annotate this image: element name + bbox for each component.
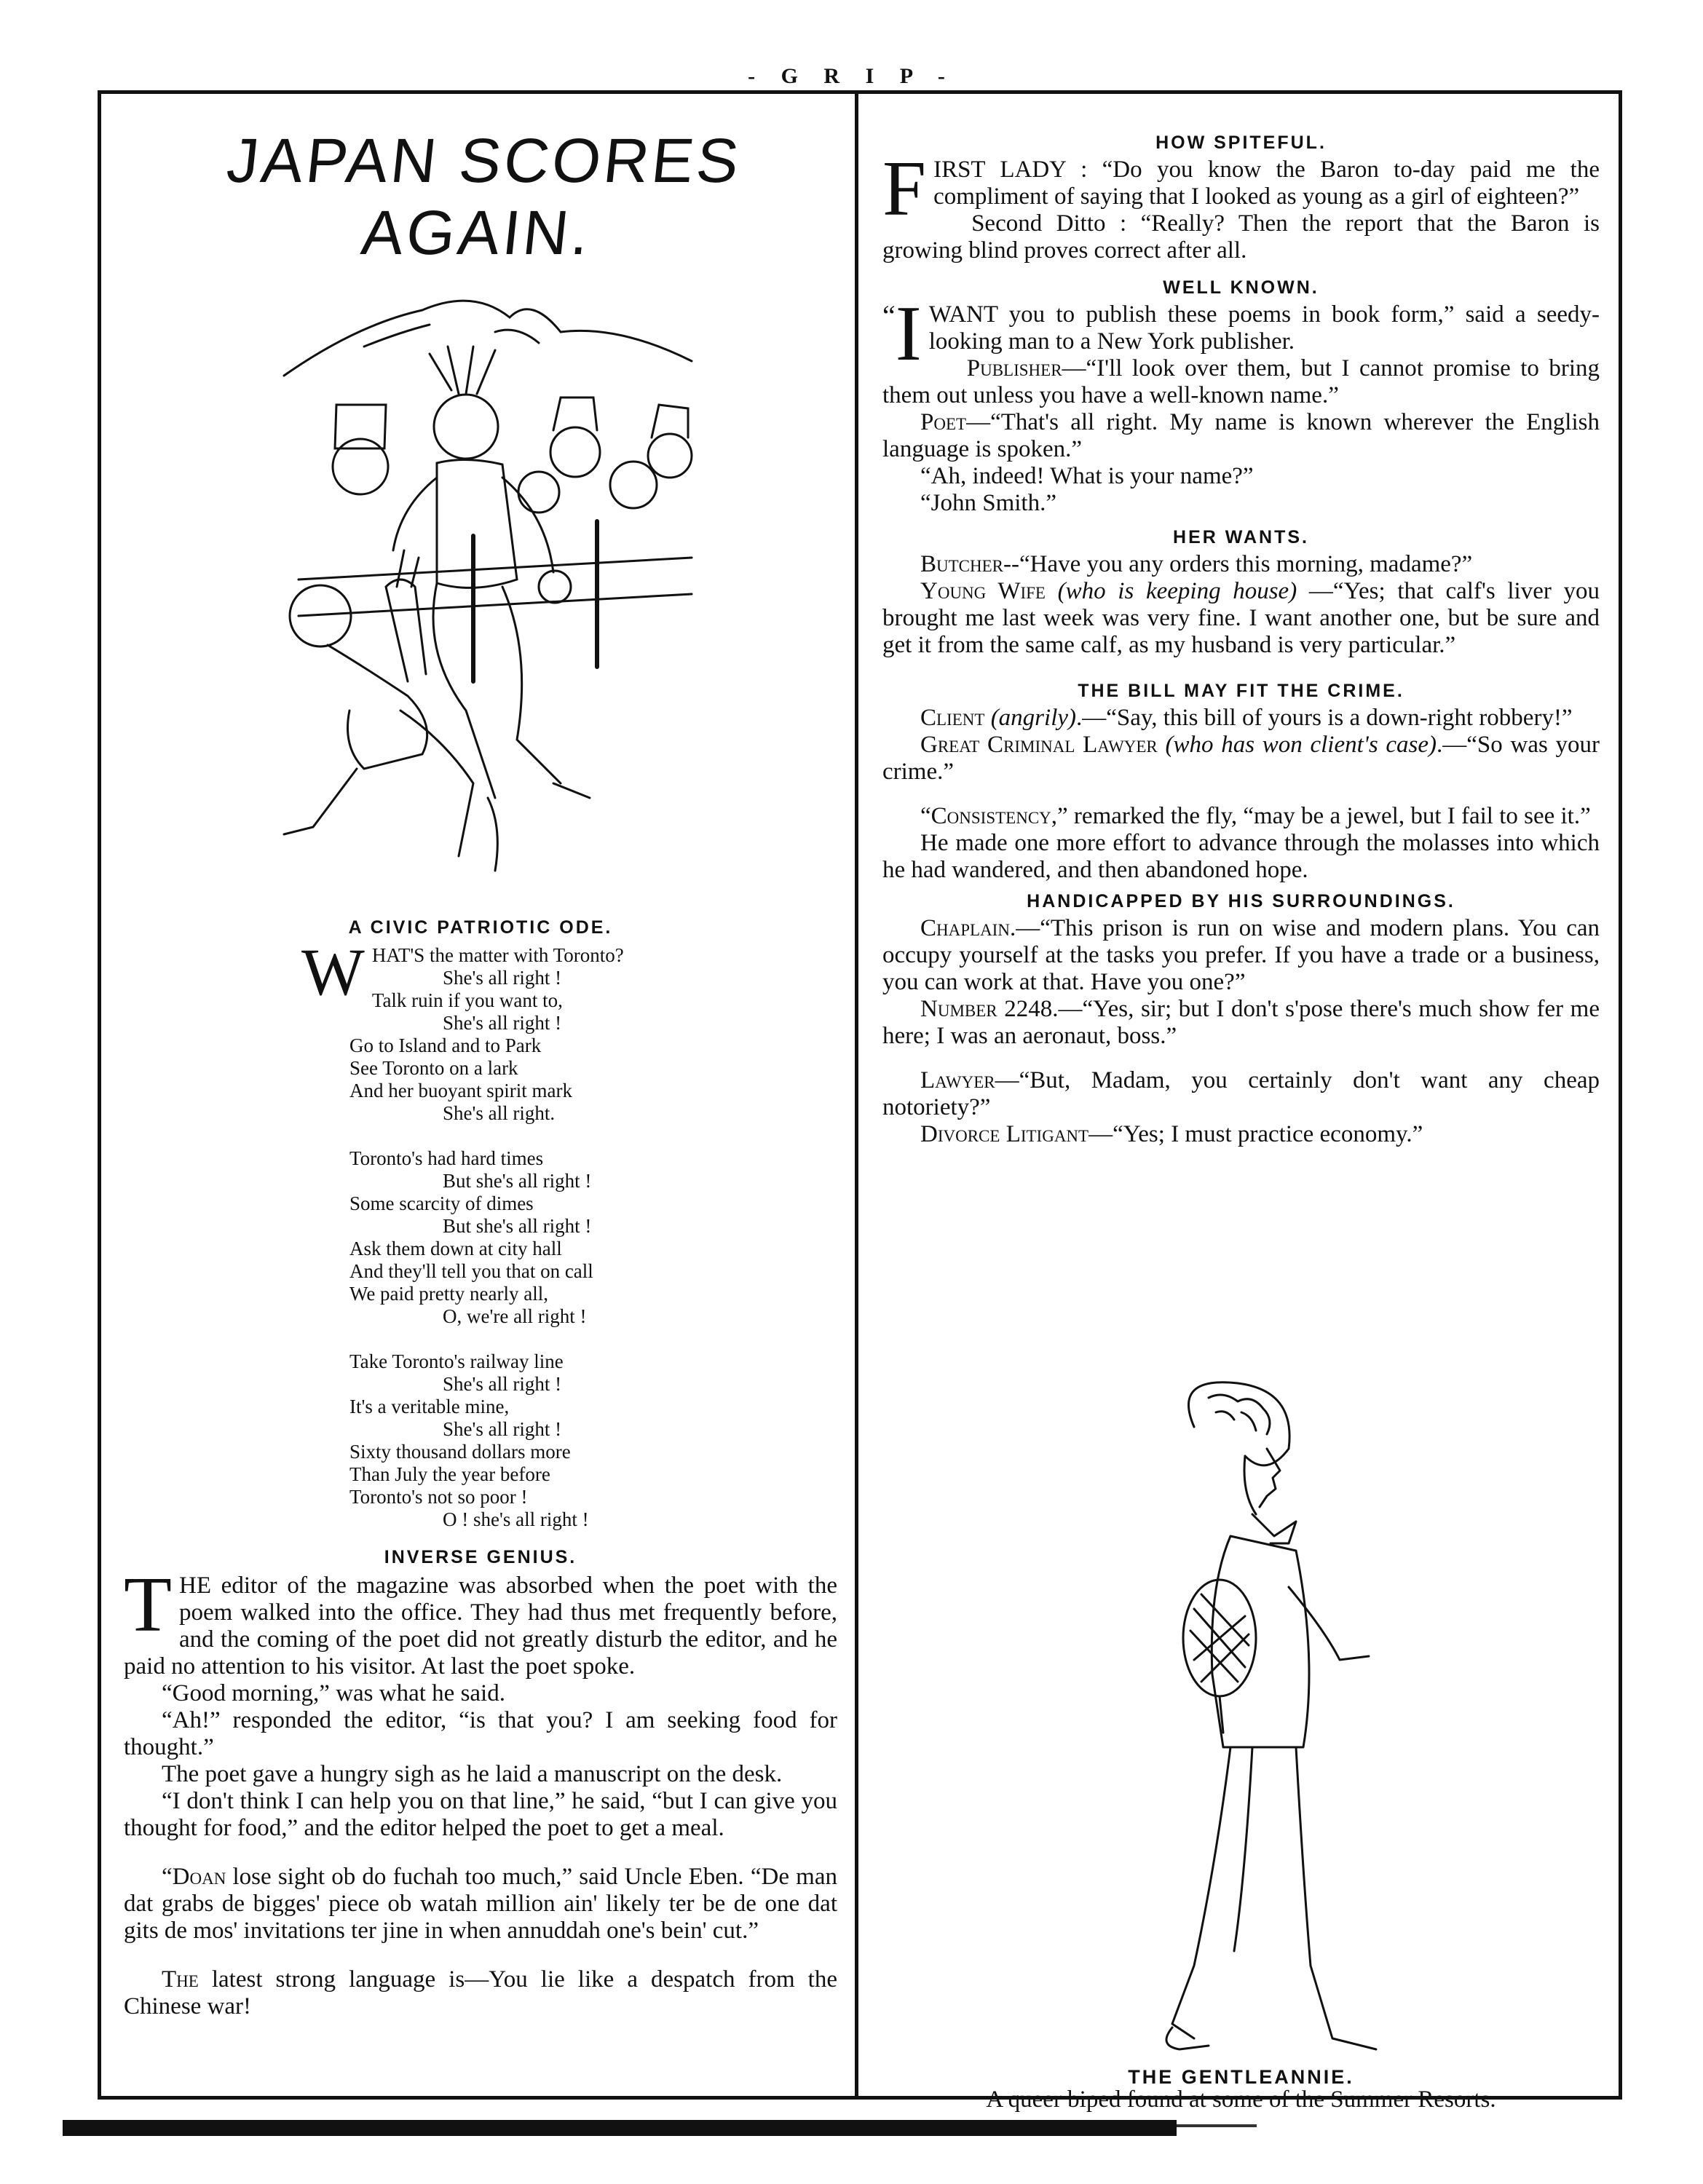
speaker: Butcher	[920, 551, 1004, 577]
article-paragraph	[882, 915, 1600, 996]
article-paragraph	[882, 1121, 1600, 1148]
paragraph-text: —“Yes; that calf's liver you brought me last week was very fine. I want another one, but be sure and get it from the same calf, as my husband is very particular.”	[882, 578, 1600, 658]
article-paragraph	[882, 355, 1600, 409]
paragraph-text: HE editor of the magazine was absorbed when the poet with the poem walked into the office. They had thus met frequently before, and the coming of the poet did not greatly disturb the editor, and he paid no attention to his visitor. At last the poet spoke.	[124, 1572, 837, 1679]
spiteful-dropcap: F	[882, 146, 927, 232]
poem-line: O ! she's all right !	[443, 1508, 589, 1530]
paragraph-text: .—“So was your crime.”	[882, 732, 1600, 785]
paragraph-text: —“That's all right. My name is known wherever the English language is spoken.”	[882, 409, 1600, 462]
poem-line: We paid pretty nearly all,	[349, 1283, 548, 1305]
aside: (who is keeping house)	[1057, 578, 1297, 604]
article-paragraph	[882, 578, 1600, 659]
uncle-eben-lead: “Doan	[162, 1864, 226, 1890]
speaker: Young Wife	[920, 578, 1046, 604]
how-spiteful-heading: HOW SPITEFUL.	[1155, 132, 1327, 153]
speaker: Lawyer	[920, 1067, 995, 1093]
article-paragraph: “Ah!” responded the editor, “is that you? I am seeking food for thought.”	[124, 1707, 837, 1760]
article-paragraph	[882, 705, 1600, 732]
paragraph-text: —“But, Madam, you certainly don't want any cheap notoriety?”	[882, 1067, 1600, 1120]
speaker: Publisher	[966, 355, 1062, 381]
bottom-rule-tail	[1177, 2124, 1257, 2127]
poem-line: Go to Island and to Park	[349, 1034, 542, 1056]
poem-line: She's all right !	[443, 1373, 562, 1395]
poem-line: But she's all right !	[443, 1215, 592, 1237]
masthead: - G R I P -	[748, 64, 955, 88]
inverse-genius-heading: INVERSE GENIUS.	[384, 1547, 577, 1567]
strong-language-paragraph	[124, 1966, 837, 2020]
poem-line: Talk ruin if you want to,	[371, 989, 563, 1011]
article-paragraph: He made one more effort to advance through the molasses into which he had wandered, and then abandoned hope.	[882, 830, 1600, 883]
gentleannie-heading: THE GENTLEANNIE.	[1128, 2066, 1354, 2088]
paragraph-text: .—“Yes, sir; but I don't s'pose there's much show fer me here; I was an aeronaut, boss.”	[882, 996, 1600, 1049]
poem-line: Sixty thousand dollars more	[349, 1441, 571, 1463]
well-known-heading: WELL KNOWN.	[1163, 277, 1319, 298]
article-paragraph	[882, 409, 1600, 463]
speaker: Divorce Litigant	[920, 1121, 1089, 1147]
boxing-cartoon-illustration	[255, 274, 706, 914]
ode-stanza-3	[349, 1350, 837, 1531]
ode-stanza-1	[301, 935, 837, 1125]
article-paragraph: “Ah, indeed! What is your name?”	[920, 463, 1254, 489]
cartoon-title: JAPAN SCORES AGAIN.	[224, 126, 746, 268]
speaker: Chaplain	[920, 915, 1010, 941]
article-paragraph	[882, 551, 1600, 578]
strong-language-lead: The	[162, 1966, 199, 1993]
handicapped-heading: HANDICAPPED BY HIS SURROUNDINGS.	[1027, 891, 1455, 911]
inverse-dropcap: T	[124, 1562, 172, 1648]
paragraph-text: —“Yes; I must practice economy.”	[1088, 1121, 1423, 1147]
aside: (who has won client's case)	[1165, 732, 1437, 758]
poem-line: And her buoyant spirit mark	[349, 1080, 572, 1101]
paragraph-text: .—“Say, this bill of yours is a down-right robbery!”	[1076, 705, 1573, 731]
poem-line: See Toronto on a lark	[349, 1057, 518, 1079]
gentleannie-caption: A queer biped found at some of the Summer Resorts.	[986, 2086, 1496, 2113]
speaker: Client	[920, 705, 985, 731]
speaker: Great Criminal Lawyer	[920, 732, 1158, 758]
bill-crime-heading: THE BILL MAY FIT THE CRIME.	[1078, 681, 1404, 701]
poem-line: It's a veritable mine,	[349, 1396, 510, 1417]
poem-line: Than July the year before	[349, 1463, 550, 1485]
paragraph-text: WANT you to publish these poems in book form,” said a seedy-looking man to a New York publisher.	[928, 301, 1600, 355]
ode-heading: A CIVIC PATRIOTIC ODE.	[348, 917, 613, 938]
poem-line: She's all right !	[443, 1012, 562, 1034]
bottom-rule	[63, 2120, 1177, 2136]
poem-line: Ask them down at city hall	[349, 1238, 562, 1259]
article-paragraph	[124, 1562, 837, 1680]
paragraph-text: IRST LADY : “Do you know the Baron to-day paid me the compliment of saying that I looked as young as a girl of eighteen?”	[933, 157, 1600, 210]
poem-line: Some scarcity of dimes	[349, 1192, 534, 1214]
article-paragraph	[882, 732, 1600, 786]
lawyer-paragraph	[882, 1067, 1600, 1121]
uncle-eben-paragraph	[124, 1864, 837, 1944]
poem-line: O, we're all right !	[443, 1305, 587, 1327]
paragraph-text: lose sight ob do fuchah too much,” said Uncle Eben. “De man dat grabs de bigges' piece ob watah million ain' likely ter be de one dat gits de mos' invitations ter jine in when annuddah one's bein' cut.”	[124, 1864, 837, 1944]
poem-line: She's all right.	[443, 1102, 556, 1124]
aside: (angrily)	[990, 705, 1076, 731]
speaker: Poet	[920, 409, 967, 435]
right-column	[882, 132, 1600, 1148]
consistency-paragraph	[882, 803, 1600, 830]
inverse-genius-article	[124, 1562, 837, 1842]
gentleannie-illustration	[1085, 1369, 1391, 2082]
poem-line: HAT'S the matter with Toronto?	[371, 944, 624, 966]
consistency-lead: “Consistency,	[920, 803, 1058, 829]
poem-line: And they'll tell you that on call	[349, 1260, 593, 1282]
ode-dropcap: W	[301, 935, 365, 1009]
her-wants-heading: HER WANTS.	[1173, 527, 1309, 547]
article-paragraph: “Good morning,” was what he said.	[162, 1680, 505, 1706]
paragraph-text: ” remarked the fly, “may be a jewel, but I fail to see it.”	[1057, 803, 1591, 829]
article-paragraph	[882, 996, 1600, 1050]
paragraph-text: --“Have you any orders this morning, madame?”	[1003, 551, 1473, 577]
left-column	[124, 116, 837, 2020]
open-quote: “	[882, 299, 896, 332]
poem-line: Take Toronto's railway line	[349, 1350, 564, 1372]
poem-line: She's all right !	[443, 1418, 562, 1440]
poem-line: Toronto's had hard times	[349, 1147, 544, 1169]
column-divider	[855, 90, 858, 2100]
article-paragraph: “John Smith.”	[920, 490, 1056, 516]
poem-line: But she's all right !	[443, 1170, 592, 1192]
article-paragraph: Second Ditto : “Really? Then the report that the Baron is growing blind proves correct after all.	[882, 210, 1600, 264]
poem-line: She's all right !	[443, 967, 562, 989]
paragraph-text: latest strong language is—You lie like a despatch from the Chinese war!	[124, 1966, 837, 2019]
paragraph-text: .—“This prison is run on wise and modern plans. You can occupy yourself at the tasks you prefer. If you have a trade or a business, you can work at that. Have you one?”	[882, 915, 1600, 995]
article-paragraph	[882, 146, 1600, 232]
ode-poem	[301, 935, 837, 1531]
poem-line: Toronto's not so poor !	[349, 1486, 528, 1508]
well-known-dropcap: I	[895, 290, 922, 377]
ode-stanza-2	[349, 1147, 837, 1328]
article-paragraph: “I don't think I can help you on that line,” he said, “but I can give you thought for food,” and the editor helped the poet to get a meal.	[124, 1788, 837, 1841]
paragraph-text: —“I'll look over them, but I cannot promise to bring them out unless you have a well-known name.”	[882, 355, 1600, 408]
article-paragraph: The poet gave a hungry sigh as he laid a manuscript on the desk.	[162, 1761, 783, 1787]
article-paragraph	[882, 290, 1600, 377]
speaker: Number 2248	[920, 996, 1053, 1022]
